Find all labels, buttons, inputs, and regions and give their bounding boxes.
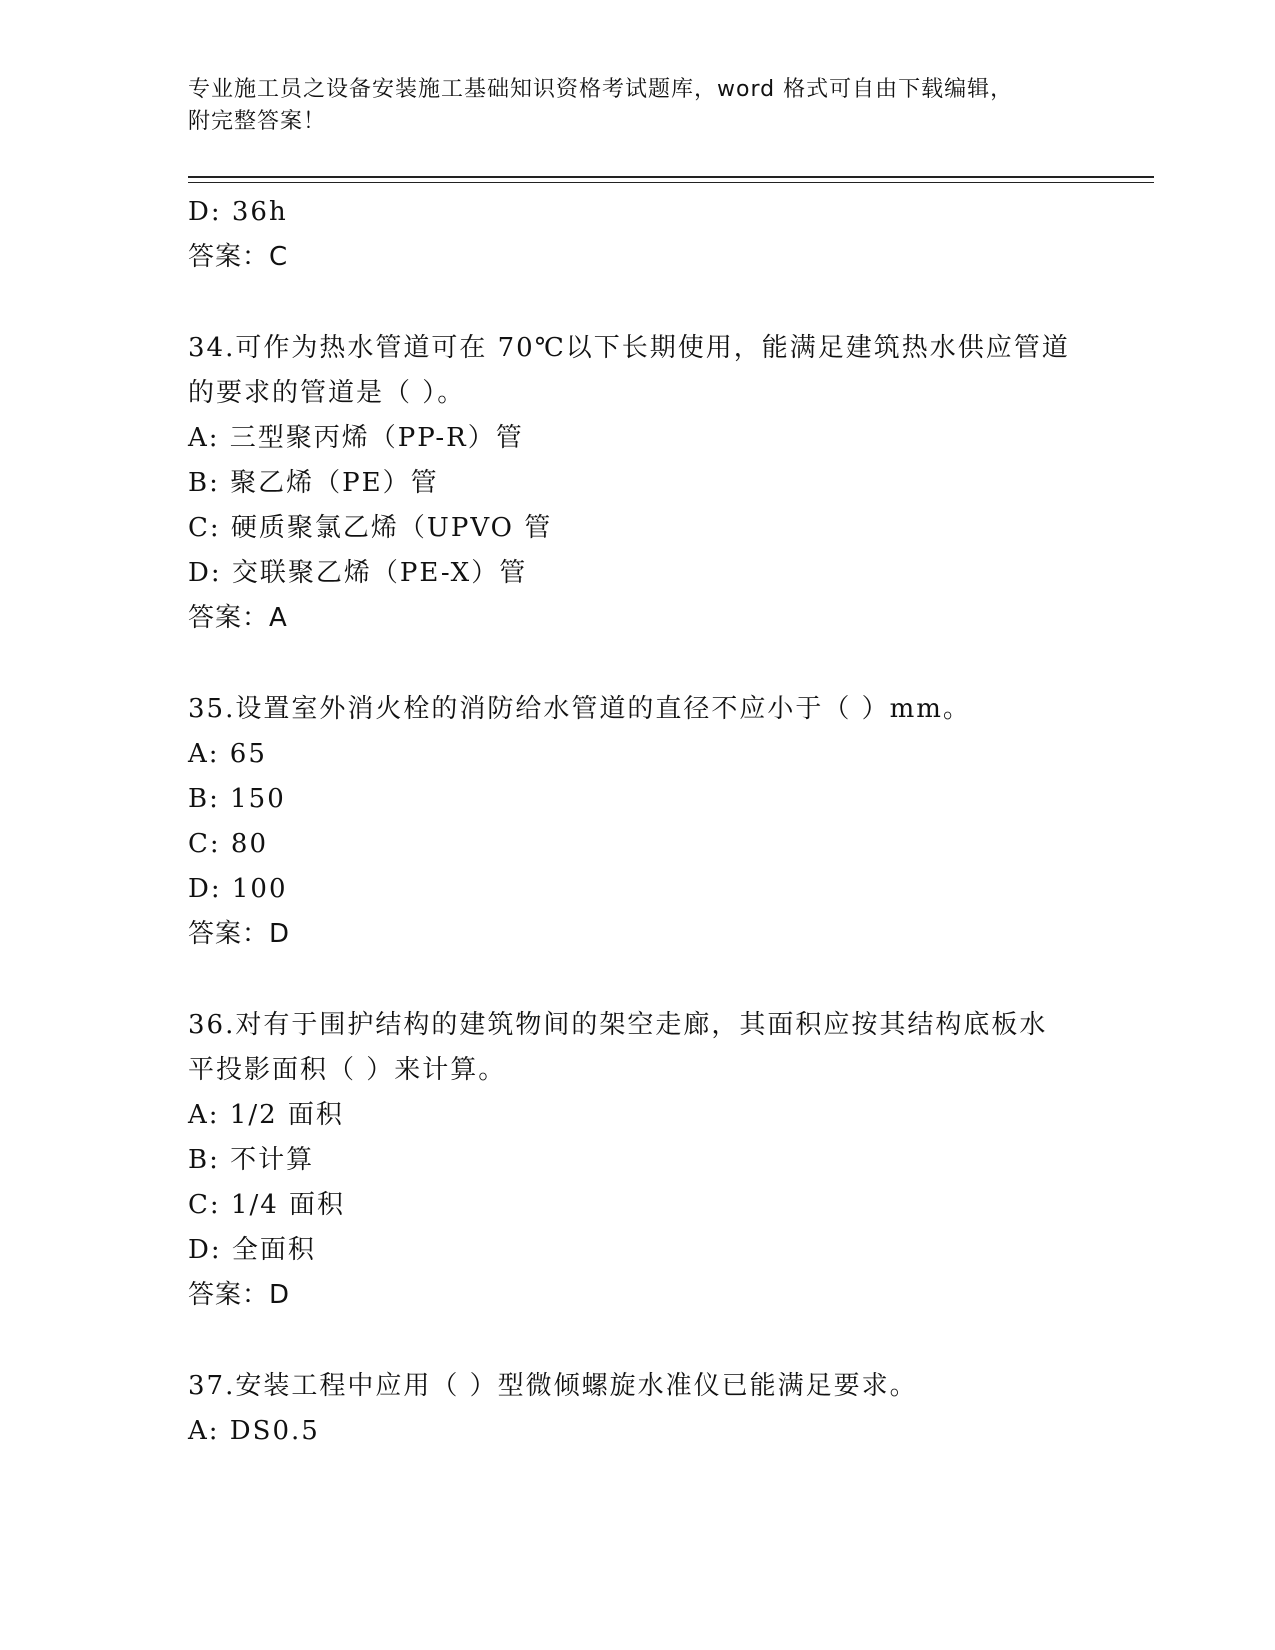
previous-question-tail bbox=[188, 190, 1088, 280]
answer-line: 答案：D bbox=[188, 1280, 291, 1310]
question-stem: 35.设置室外消火栓的消防给水管道的直径不应小于（ ）mm。 bbox=[188, 694, 971, 724]
header-rule-thin bbox=[188, 182, 1154, 183]
question-stem: 36.对有于围护结构的建筑物间的架空走廊，其面积应按其结构底板水 bbox=[188, 1010, 1048, 1040]
question-stem-continued: 的要求的管道是（ ）。 bbox=[188, 378, 466, 408]
spacer bbox=[188, 641, 1088, 687]
page-header bbox=[188, 74, 1068, 138]
option-d: D: 交联聚乙烯（PE-X）管 bbox=[188, 558, 528, 588]
spacer bbox=[188, 957, 1088, 1003]
question-stem-continued: 平投影面积（ ）来计算。 bbox=[188, 1055, 507, 1085]
option-a: A: 1/2 面积 bbox=[188, 1100, 344, 1130]
option-a: A: 三型聚丙烯（PP-R）管 bbox=[188, 423, 524, 453]
question-36 bbox=[188, 1003, 1088, 1318]
question-stem: 34.可作为热水管道可在 70℃以下长期使用，能满足建筑热水供应管道 bbox=[188, 333, 1070, 363]
header-line-2: 附完整答案！ bbox=[188, 109, 327, 134]
option-d: D: 36h bbox=[188, 197, 288, 227]
option-d: D: 全面积 bbox=[188, 1235, 316, 1265]
option-c: C: 硬质聚氯乙烯（UPVO 管 bbox=[188, 513, 553, 543]
option-b: B: 聚乙烯（PE）管 bbox=[188, 468, 439, 498]
answer-line: 答案：A bbox=[188, 603, 288, 633]
header-rule-thick bbox=[188, 176, 1154, 178]
option-c: C: 1/4 面积 bbox=[188, 1190, 346, 1220]
answer-line: 答案：D bbox=[188, 919, 291, 949]
header-line-1: 专业施工员之设备安装施工基础知识资格考试题库，word 格式可自由下载编辑， bbox=[188, 77, 1014, 102]
question-37 bbox=[188, 1364, 1088, 1454]
option-b: B: 不计算 bbox=[188, 1145, 315, 1175]
spacer bbox=[188, 280, 1088, 326]
option-d: D: 100 bbox=[188, 874, 288, 904]
option-b: B: 150 bbox=[188, 784, 286, 814]
document-content bbox=[188, 190, 1088, 1454]
option-c: C: 80 bbox=[188, 829, 269, 859]
question-34 bbox=[188, 326, 1088, 641]
question-35 bbox=[188, 687, 1088, 957]
question-stem: 37.安装工程中应用（ ）型微倾螺旋水准仪已能满足要求。 bbox=[188, 1371, 918, 1401]
option-a: A: 65 bbox=[188, 739, 267, 769]
spacer bbox=[188, 1318, 1088, 1364]
answer-line: 答案：C bbox=[188, 242, 289, 272]
option-a: A: DS0.5 bbox=[188, 1416, 320, 1446]
